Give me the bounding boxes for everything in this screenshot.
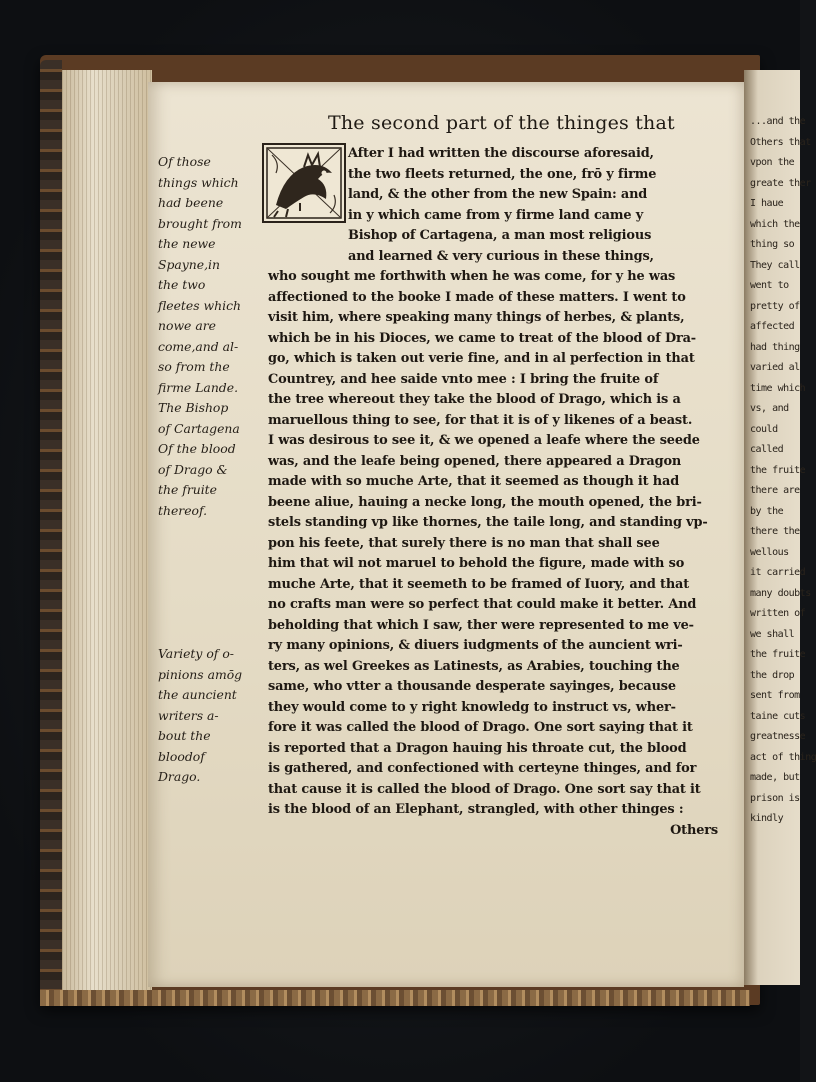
- margin-note-line: [158, 624, 262, 645]
- margin-note-line: come,and al-: [158, 338, 239, 354]
- page-block-edge: [62, 70, 152, 995]
- facing-page-line: greate ther: [750, 177, 811, 189]
- body-line: and learned & very curious in these things,: [348, 248, 654, 264]
- margin-note-line: nowe are: [158, 318, 216, 333]
- margin-note-line: of Drago &: [158, 461, 228, 477]
- facing-page-line: vpon the: [750, 157, 795, 168]
- facing-page-line: written of: [750, 608, 806, 619]
- margin-note-line: of Cartagena: [158, 420, 240, 436]
- facing-page-line: I haue: [750, 198, 784, 209]
- body-line: him that wil not maruel to behold the figure, made with so: [268, 556, 685, 571]
- body-line: which be in his Dioces, we came to treat of the blood of Dra-: [268, 330, 697, 346]
- facing-page-line: greatnesse: [750, 731, 806, 742]
- body-line: is reported that a Dragon hauing his throate cut, the blood: [268, 740, 687, 756]
- body-line: maruellous thing to see, for that it is of y likenes of a beast.: [268, 412, 693, 428]
- margin-note-line: [158, 562, 262, 583]
- margin-note-line: Variety of o-: [158, 646, 234, 661]
- body-line: beholding that which I saw, ther were represented to me ve-: [268, 617, 694, 633]
- facing-page-line: wellous: [750, 546, 789, 558]
- body-line: beene aliue, hauing a necke long, the mouth opened, the bri-: [268, 494, 702, 510]
- body-line: After I had written the discourse aforesaid,: [348, 146, 654, 161]
- body-line: made with so muche Arte, that it seemed as though it had: [268, 474, 680, 489]
- body-line: ry many opinions, & diuers iudgments of the auncient wri-: [268, 638, 683, 653]
- facing-page-line: many doubts: [750, 587, 811, 599]
- body-line: no crafts man were so perfect that could make it better. And: [268, 597, 697, 612]
- facing-page-line: thing so: [750, 239, 795, 250]
- body-line: who sought me forthwith when he was come, for y he was: [268, 269, 676, 284]
- facing-page-line: the fruite: [750, 464, 806, 476]
- facing-page-line: Others that: [750, 136, 811, 148]
- margin-note-line: thereof.: [158, 502, 208, 518]
- body-line: in y which came from y firme land came y: [348, 207, 644, 223]
- body-line: land, & the other from the new Spain: and: [348, 187, 648, 202]
- facing-page-line: called: [750, 444, 784, 455]
- facing-page-line: act of thing: [750, 751, 816, 763]
- facing-page-line: there are: [750, 485, 800, 496]
- facing-page-line: the drop: [750, 669, 795, 681]
- facing-page-line: it carried: [750, 567, 806, 578]
- margin-note-line: The Bishop: [158, 400, 229, 415]
- facing-page-line: affected: [750, 321, 795, 332]
- facing-page-fragment: [744, 70, 816, 985]
- facing-page-line: we shall: [750, 628, 795, 640]
- catchword: Others: [670, 822, 718, 838]
- body-line: Countrey, and hee saide vnto mee : I bring the fruite of: [268, 371, 659, 387]
- margin-note-line: bout the: [158, 728, 211, 743]
- body-line: was, and the leafe being opened, there appeared a Dragon: [268, 453, 682, 469]
- margin-note-line: the auncient: [158, 687, 237, 702]
- margin-note-line: the fruite: [158, 482, 217, 497]
- margin-note-line: the newe: [158, 236, 216, 251]
- body-line: same, who vtter a thousande desperate sayinges, because: [268, 679, 676, 694]
- margin-note-line: writers a-: [158, 707, 219, 723]
- body-line: ters, as wel Greekes as Latinests, as Arabies, touching the: [268, 658, 680, 674]
- body-line: pon his feete, that surely there is no man that shall see: [268, 535, 660, 551]
- facing-page-line: taine cuts: [750, 710, 806, 722]
- margin-note-line: [158, 583, 262, 604]
- facing-page-line: the fruite: [750, 649, 806, 660]
- body-line: that cause it is called the blood of Drago. One sort say that it: [268, 781, 701, 797]
- margin-note-line: firme Lande.: [158, 379, 239, 395]
- body-line: is the blood of an Elephant, strangled, with other thinges :: [268, 802, 684, 817]
- facing-page-line: made, but: [750, 772, 800, 783]
- margin-note-line: pinions amōg: [158, 666, 243, 682]
- facing-page-line: had thing: [750, 341, 800, 353]
- margin-note-line: [158, 521, 262, 542]
- facing-page-line: which the: [750, 218, 800, 230]
- body-line: go, which is taken out verie fine, and in al perfection in that: [268, 351, 695, 366]
- book-spine-edge: [40, 60, 62, 995]
- facing-page-line: prison is: [750, 792, 800, 804]
- margin-note-line: so from the: [158, 359, 230, 374]
- margin-note-line: had beene: [158, 195, 224, 210]
- facing-page-line: time which: [750, 382, 806, 394]
- body-line: affectioned to the booke I made of these matters. I went to: [268, 289, 686, 305]
- facing-page-line: went to: [750, 280, 789, 291]
- body-line: they would come to y right knowledg to instruct vs, wher-: [268, 699, 676, 715]
- body-line: fore it was called the blood of Drago. One sort saying that it: [268, 720, 693, 735]
- facing-page-line: sent from: [750, 690, 800, 701]
- margin-note-line: Drago.: [158, 769, 201, 784]
- facing-page-line: kindly: [750, 813, 784, 824]
- facing-page-line: varied al: [750, 362, 800, 373]
- margin-note-line: Spayne,in: [158, 256, 221, 272]
- facing-page-line: could: [750, 423, 778, 435]
- margin-note-line: Of those: [158, 154, 211, 169]
- margin-note-line: bloodof: [158, 748, 205, 764]
- body-line: I was desirous to see it, & we opened a leafe where the seede: [268, 433, 700, 448]
- margin-note-line: [158, 542, 262, 563]
- page-bottom-edge: [40, 990, 750, 1006]
- facing-page-line: by the: [750, 505, 784, 517]
- margin-note-line: things which: [158, 174, 239, 190]
- margin-notes: [158, 152, 262, 788]
- margin-note-line: the two: [158, 277, 206, 292]
- facing-page-line: vs, and: [750, 403, 789, 414]
- body-line: Bishop of Cartagena, a man most religious: [348, 228, 652, 243]
- body-line: stels standing vp like thornes, the taile long, and standing vp-: [268, 515, 708, 530]
- margin-note-line: [158, 603, 262, 624]
- running-head: The second part of the thinges that: [328, 112, 675, 134]
- body-line: the two fleets returned, the one, frō y firme: [348, 166, 657, 182]
- facing-page-line: pretty of: [750, 300, 800, 312]
- margin-note-line: fleetes which: [158, 297, 242, 313]
- margin-note-line: Of the blood: [158, 441, 236, 456]
- body-line: visit him, where speaking many things of herbes, & plants,: [268, 310, 685, 325]
- body-line: is gathered, and confectioned with certeyne thinges, and for: [268, 761, 697, 776]
- body-line: the tree whereout they take the blood of Drago, which is a: [268, 392, 681, 407]
- facing-page-line: ...and the: [750, 116, 806, 127]
- facing-page-line: there the: [750, 526, 800, 537]
- body-text: [268, 144, 730, 841]
- body-line: muche Arte, that it seemeth to be framed of Iuory, and that: [268, 576, 690, 592]
- margin-note-line: brought from: [158, 215, 242, 231]
- facing-page-line: They call: [750, 259, 800, 271]
